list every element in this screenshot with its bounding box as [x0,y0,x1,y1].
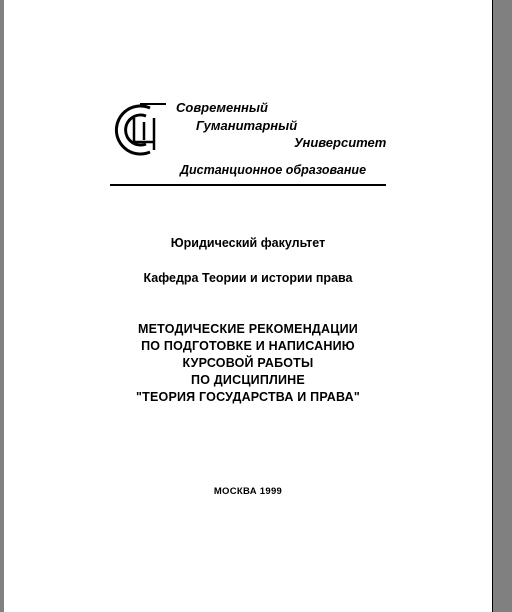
university-name-line-3: Университет [294,135,387,150]
university-name-line-2: Гуманитарный [196,118,298,133]
university-logo-icon [110,100,168,160]
faculty-name: Юридический факультет [170,236,326,250]
university-subtitle: Дистанционное образование [180,163,367,177]
title-line: "ТЕОРИЯ ГОСУДАРСТВА И ПРАВА" [136,390,360,404]
university-name-line-1: Современный [176,100,268,115]
title-line: ПО ПОДГОТОВКЕ И НАПИСАНИЮ [141,339,355,353]
title-line: КУРСОВОЙ РАБОТЫ [182,356,314,370]
header-divider [110,184,386,186]
title-line: МЕТОДИЧЕСКИЕ РЕКОМЕНДАЦИИ [138,322,358,336]
department-name: Кафедра Теории и истории права [143,271,353,285]
title-line: ПО ДИСЦИПЛИНЕ [191,373,305,387]
university-header [110,96,386,186]
document-title [4,321,492,406]
place-year: МОСКВА 1999 [213,486,283,497]
document-page [4,0,493,612]
